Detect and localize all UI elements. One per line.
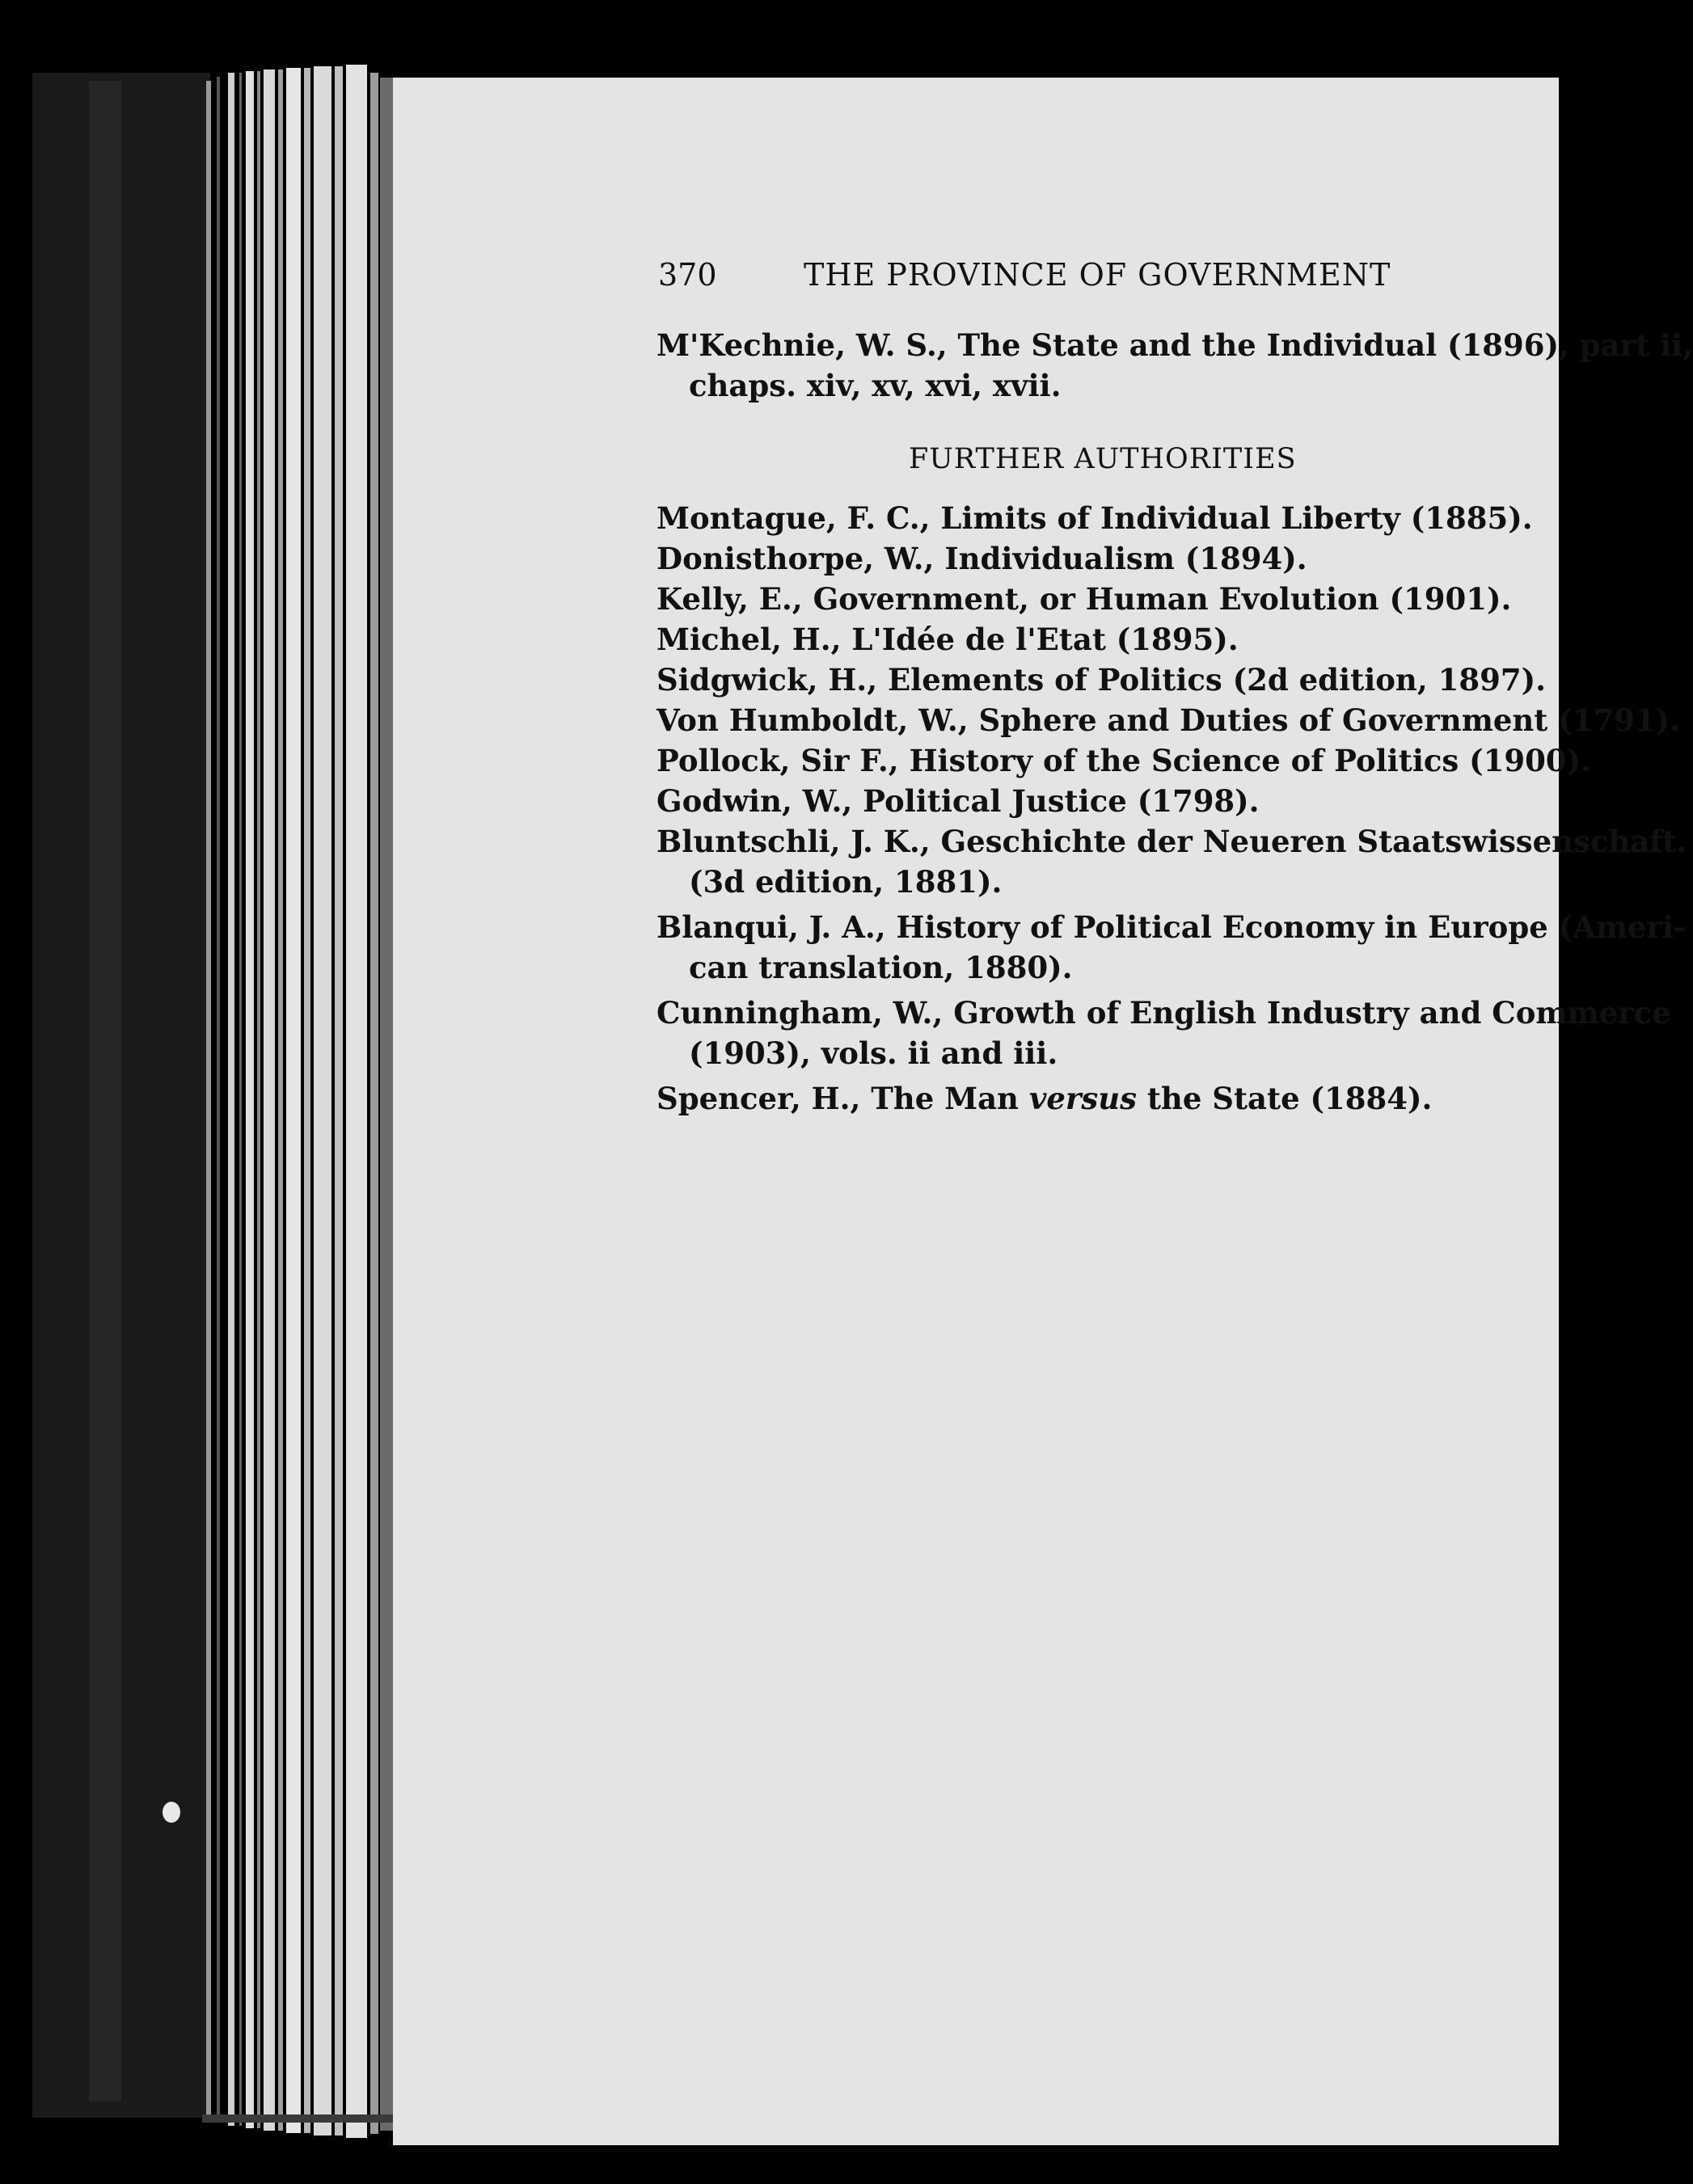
bibliography-entry: Von Humboldt, W., Sphere and Duties of Government (1791). xyxy=(657,702,1681,738)
bibliography-entry-continuation: (3d edition, 1881). xyxy=(689,864,1003,900)
bibliography-entry xyxy=(657,1078,1432,1119)
bibliography-entry-continuation: chaps. xiv, xv, xvi, xvii. xyxy=(689,368,1062,403)
bibliography-entry-continuation: (1903), vols. ii and iii. xyxy=(689,1035,1058,1071)
running-title: THE PROVINCE OF GOVERNMENT xyxy=(804,257,1391,293)
bibliography-entry: Pollock, Sir F., History of the Science of Politics (1900). xyxy=(657,743,1591,778)
bibliography-entry: M'Kechnie, W. S., The State and the Individual (1896), part ii, xyxy=(657,327,1693,363)
bibliography-entry: Michel, H., L'Idée de l'Etat (1895). xyxy=(657,622,1239,657)
bibliography-entry-continuation: can translation, 1880). xyxy=(689,950,1073,985)
entry-text-part: the State (1884). xyxy=(1136,1081,1433,1116)
entry-italic-word: versus xyxy=(1028,1081,1137,1116)
page-number: 370 xyxy=(658,257,717,293)
bibliography-entry: Montague, F. C., Limits of Individual Liberty (1885). xyxy=(657,500,1533,536)
bibliography-entry: Donisthorpe, W., Individualism (1894). xyxy=(657,541,1307,576)
bibliography-entry: Cunningham, W., Growth of English Industry and Commerce xyxy=(657,995,1671,1031)
bibliography-entry: Blanqui, J. A., History of Political Economy in Europe (Ameri- xyxy=(657,909,1687,945)
bibliography-entry: Kelly, E., Government, or Human Evolution (1901). xyxy=(657,581,1512,617)
bibliography-entry: Godwin, W., Political Justice (1798). xyxy=(657,783,1260,819)
bibliography-entry: Bluntschli, J. K., Geschichte der Neueren Staatswissenschaft. xyxy=(657,824,1687,859)
entry-text-part: Spencer, H., The Man xyxy=(657,1081,1029,1116)
section-heading: FURTHER AUTHORITIES xyxy=(909,443,1297,475)
bibliography-entry: Sidgwick, H., Elements of Politics (2d edition, 1897). xyxy=(657,662,1546,698)
